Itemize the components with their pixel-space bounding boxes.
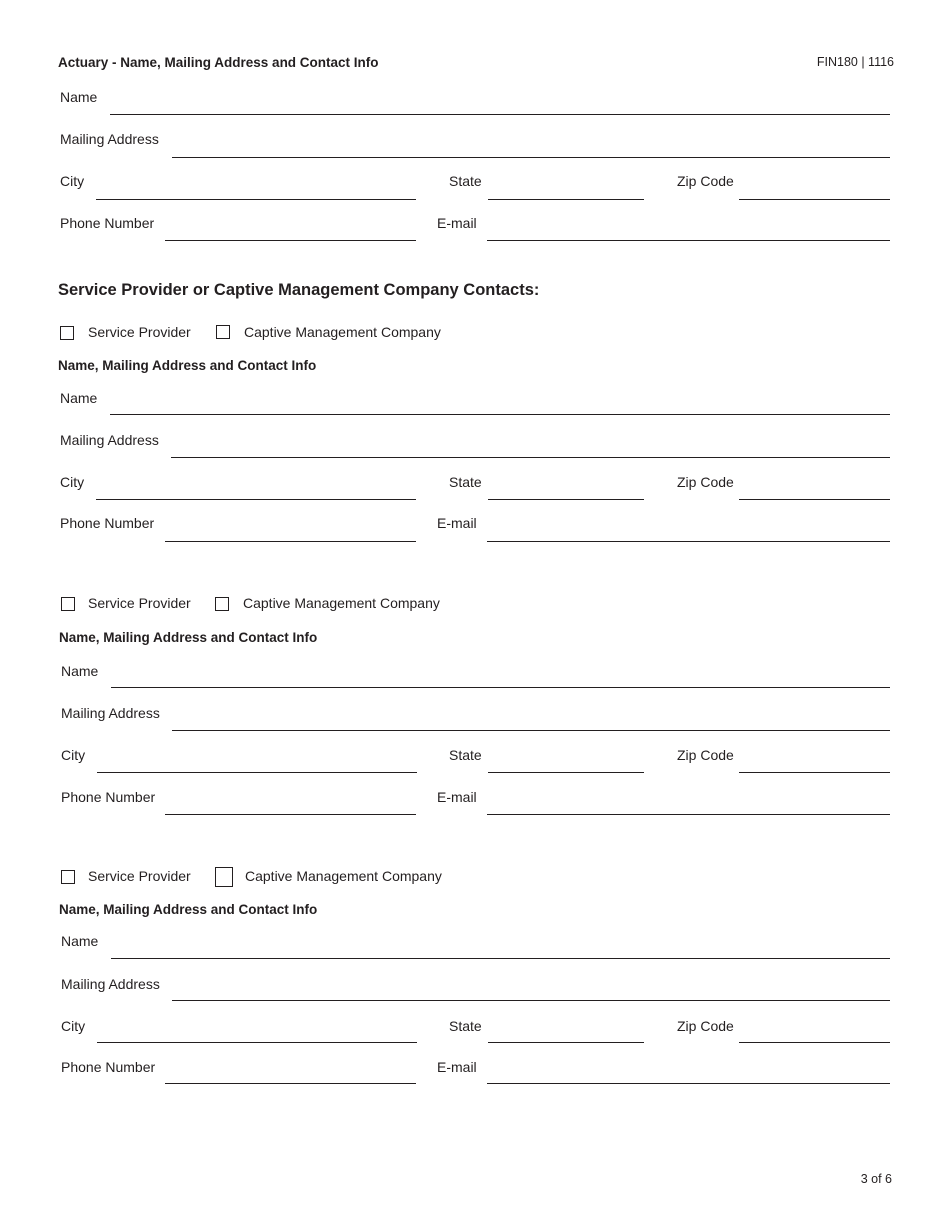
zip-code-label: Zip Code [677, 173, 734, 189]
city-input[interactable] [96, 499, 416, 500]
zip-code-input[interactable] [739, 772, 890, 773]
captive-management-checkbox[interactable] [215, 867, 233, 887]
city-label: City [60, 474, 85, 490]
mailing-address-input[interactable] [172, 157, 890, 158]
email-label: E-mail [437, 1059, 477, 1075]
email-label: E-mail [437, 789, 477, 805]
city-label: City [61, 1018, 86, 1034]
mailing-address-input[interactable] [171, 457, 890, 458]
city-input[interactable] [96, 199, 416, 200]
state-label: State [449, 173, 482, 189]
page-number: 3 of 6 [860, 1172, 892, 1186]
captive-management-label: Captive Management Company [245, 868, 442, 884]
phone-number-input[interactable] [165, 1083, 416, 1084]
service-provider-section-title: Service Provider or Captive Management Company Contacts: [58, 281, 540, 299]
email-input[interactable] [487, 814, 890, 815]
name-input[interactable] [111, 958, 890, 959]
actuary-section-title: Actuary - Name, Mailing Address and Contact Info [58, 55, 379, 70]
mailing-address-label: Mailing Address [60, 131, 159, 147]
state-label: State [449, 1018, 482, 1034]
zip-code-label: Zip Code [677, 747, 734, 763]
mailing-address-label: Mailing Address [61, 705, 160, 721]
service-provider-checkbox[interactable] [61, 870, 75, 884]
email-input[interactable] [487, 240, 890, 241]
service-provider-label: Service Provider [88, 868, 191, 884]
captive-management-label: Captive Management Company [243, 595, 440, 611]
name-input[interactable] [111, 687, 890, 688]
service-provider-label: Service Provider [88, 324, 191, 340]
phone-number-label: Phone Number [61, 1059, 156, 1075]
email-input[interactable] [487, 1083, 890, 1084]
phone-number-input[interactable] [165, 541, 416, 542]
zip-code-input[interactable] [739, 1042, 890, 1043]
phone-number-label: Phone Number [60, 215, 155, 231]
name-label: Name [60, 390, 98, 406]
name-input[interactable] [110, 114, 890, 115]
city-label: City [61, 747, 86, 763]
contact-subheading: Name, Mailing Address and Contact Info [58, 358, 317, 373]
name-input[interactable] [110, 414, 890, 415]
phone-number-label: Phone Number [61, 789, 156, 805]
state-input[interactable] [488, 1042, 644, 1043]
name-label: Name [61, 663, 99, 679]
email-label: E-mail [437, 515, 477, 531]
service-provider-checkbox[interactable] [61, 597, 75, 611]
zip-code-input[interactable] [739, 199, 890, 200]
captive-management-checkbox[interactable] [215, 597, 229, 611]
zip-code-label: Zip Code [677, 474, 734, 490]
phone-number-input[interactable] [165, 240, 416, 241]
city-input[interactable] [97, 1042, 417, 1043]
state-label: State [449, 747, 482, 763]
mailing-address-label: Mailing Address [60, 432, 159, 448]
captive-management-checkbox[interactable] [216, 325, 230, 339]
city-input[interactable] [97, 772, 417, 773]
city-label: City [60, 173, 85, 189]
zip-code-label: Zip Code [677, 1018, 734, 1034]
contact-subheading: Name, Mailing Address and Contact Info [59, 902, 318, 917]
email-label: E-mail [437, 215, 477, 231]
state-input[interactable] [488, 199, 644, 200]
email-input[interactable] [487, 541, 890, 542]
mailing-address-input[interactable] [172, 730, 890, 731]
mailing-address-label: Mailing Address [61, 976, 160, 992]
service-provider-checkbox[interactable] [60, 326, 74, 340]
captive-management-label: Captive Management Company [244, 324, 441, 340]
zip-code-input[interactable] [739, 499, 890, 500]
name-label: Name [60, 89, 98, 105]
name-label: Name [61, 933, 99, 949]
form-id: FIN180 | 1116 [816, 55, 894, 69]
phone-number-label: Phone Number [60, 515, 155, 531]
mailing-address-input[interactable] [172, 1000, 890, 1001]
state-input[interactable] [488, 772, 644, 773]
state-label: State [449, 474, 482, 490]
contact-subheading: Name, Mailing Address and Contact Info [59, 630, 318, 645]
phone-number-input[interactable] [165, 814, 416, 815]
service-provider-label: Service Provider [88, 595, 191, 611]
state-input[interactable] [488, 499, 644, 500]
